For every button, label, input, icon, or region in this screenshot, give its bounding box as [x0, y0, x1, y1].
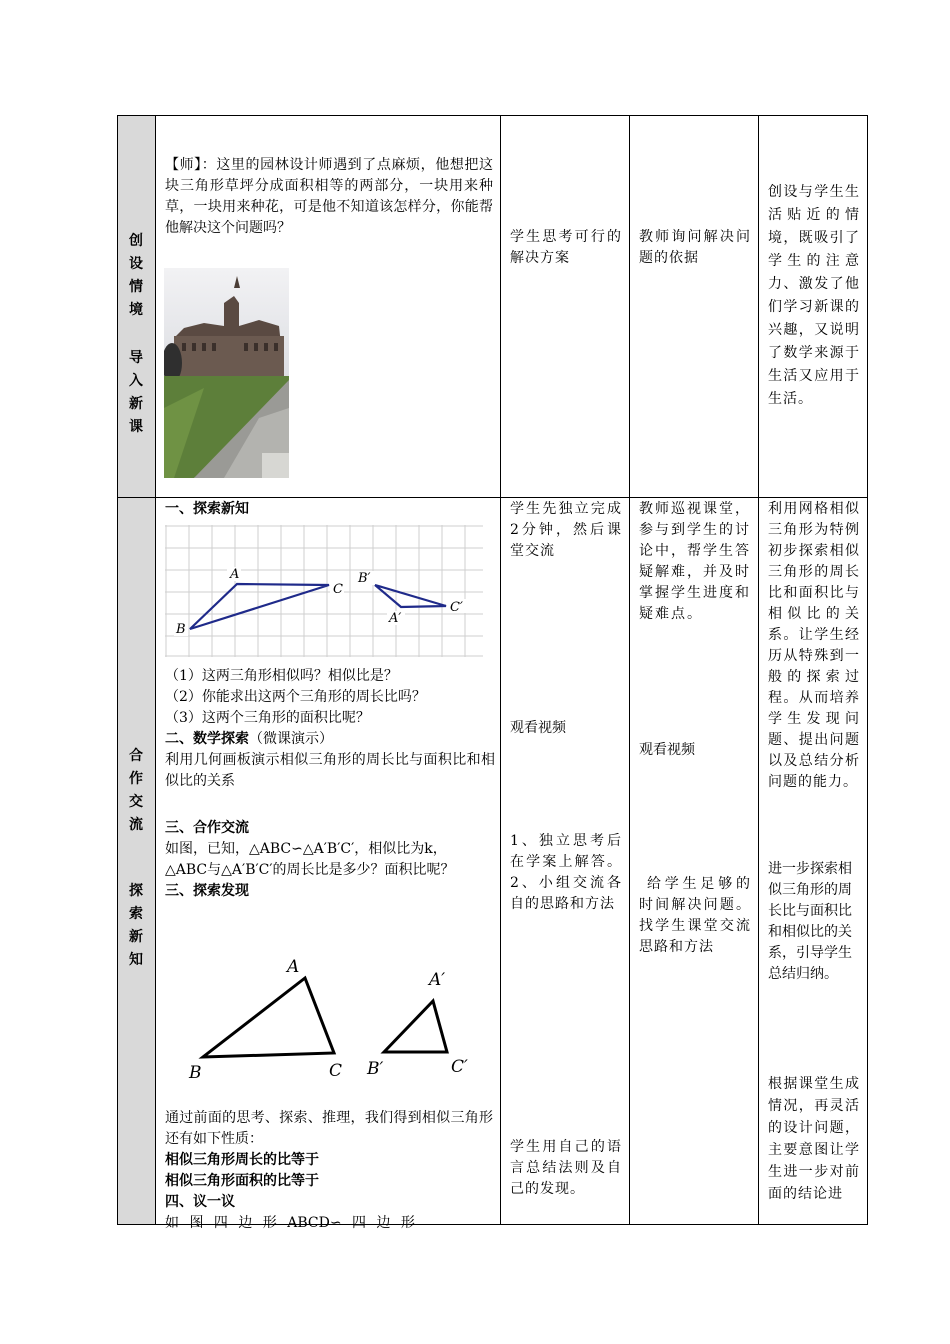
property-area-ratio: 相似三角形面积的比等于 [165, 1173, 319, 1189]
heading-discovery: 三、探索发现 [165, 883, 249, 899]
question-3: （3）这两个三角形的面积比呢？ [165, 710, 370, 726]
row2-student-activity-2: 观看视频 [510, 720, 566, 736]
conclusion-section [165, 1108, 493, 1234]
grid-label-c2: C′ [450, 600, 463, 615]
campus-photo [164, 268, 289, 478]
grid-triangle-a2b2c2 [375, 585, 446, 607]
fig-label-b: B [189, 1063, 202, 1083]
paragraph-quadrilateral: 如 图 四 边 形 ABCD∽ 四 边 形 [165, 1215, 415, 1231]
triangle-a2b2c2 [384, 1001, 447, 1052]
row2-design-intent-1: 利用网格相似三角形为特例初步探索相似三角形的周长比和面积比与相似比的关系。让学生经历从特殊到一般的探索过程。从而培养学生发现问题、提出问题以及总结分析问题的能力。 [768, 501, 860, 790]
row2-teacher-activity-1: 教师巡视课堂，参与到学生的讨论中，帮学生答疑解难，并及时掌握学生进度和疑难点。 [639, 501, 751, 622]
stage-label-cooperation: 合 作 交 流 [129, 748, 143, 833]
row1-student-activity: 学生思考可行的解决方案 [510, 229, 622, 266]
question-2: （2）你能求出这两个三角形的周长比吗？ [165, 689, 426, 705]
row1-design-intent: 创设与学生生活贴近的情境，既吸引了学生的注意力、激发了他们学习新课的兴趣，又说明了数学来源于生活又应用于生活。 [768, 184, 860, 407]
question-list [165, 666, 495, 792]
row2-student-activity-4: 学生用自己的语言总结法则及自己的发现。 [510, 1139, 622, 1197]
lesson-plan-table [117, 115, 868, 1231]
grid-label-a2: A′ [389, 611, 402, 626]
grid-label-b: B [176, 622, 186, 637]
similar-triangles-figure [177, 950, 477, 1085]
grid-label-c: C [333, 582, 343, 597]
property-perimeter-ratio: 相似三角形周长的比等于 [165, 1152, 319, 1168]
stage-cell-2 [117, 498, 155, 1225]
stage-label-create-situation: 创 设 情 境 [129, 233, 143, 318]
question-1: （1）这两三角形相似吗？相似比是？ [165, 668, 398, 684]
stage-label-explore-new: 探 索 新 知 [129, 883, 143, 968]
heading-math-explore: 二、数学探索（微课演示） [165, 731, 333, 747]
row2-design-intent-3: 根据课堂生成情况，再灵活的设计问题，主要意图让学生进一步对前面的结论进 [768, 1076, 860, 1202]
grid-label-b2: B′ [358, 571, 371, 586]
row2-design-intent-2: 进一步探索相似三角形的周长比与面积比和相似比的关系，引导学生总结归纳。 [768, 861, 852, 982]
fig-label-a2: A′ [429, 970, 446, 990]
stage-label-introduce-lesson: 导 入 新 课 [129, 350, 143, 435]
grid-triangles-figure [165, 525, 483, 657]
fig-label-b2: B′ [367, 1059, 384, 1079]
heading-explore-new: 一、探索新知 [165, 501, 249, 517]
row2-student-activity-3: 1、独立思考后在学案上解答。2、小组交流各自的思路和方法 [510, 833, 622, 912]
triangle-abc [203, 978, 334, 1057]
row2-teacher-activity-2: 观看视频 [639, 742, 695, 758]
fig-label-a: A [287, 957, 300, 977]
grid-triangle-abc [190, 584, 329, 629]
fig-label-c: C [329, 1061, 343, 1081]
fig-label-c2: C′ [451, 1057, 468, 1077]
paragraph-geometer-demo: 利用几何画板演示相似三角形的周长比与面积比和相似比的关系 [165, 752, 495, 789]
row2-teacher-activity-3: 给学生足够的时间解决问题。找学生课堂交流思路和方法 [639, 876, 751, 955]
heading-cooperation: 三、合作交流 [165, 820, 249, 836]
teacher-dialogue: 【师】：这里的园林设计师遇到了点麻烦，他想把这块三角形草坪分成面积相等的两部分，一块用来种草，一块用来种花，可是他不知道该怎样分，你能帮他解决这个问题吗？ [165, 157, 493, 236]
paragraph-summary: 通过前面的思考、探索、推理，我们得到相似三角形还有如下性质： [165, 1110, 493, 1147]
paragraph-perimeter-question: △ABC与△A′B′C′的周长比是多少？面积比呢？ [165, 862, 455, 878]
heading-discuss: 四、议一议 [165, 1194, 235, 1210]
grid-label-a: A [230, 567, 240, 582]
cooperation-section [165, 818, 493, 902]
row1-teacher-activity: 教师询问解决问题的依据 [639, 229, 751, 266]
row2-student-activity-1: 学生先独立完成2分钟，然后课堂交流 [510, 501, 622, 559]
paragraph-given-similar: 如图，已知，△ABC∽△A′B′C′，相似比为k， [165, 841, 447, 857]
